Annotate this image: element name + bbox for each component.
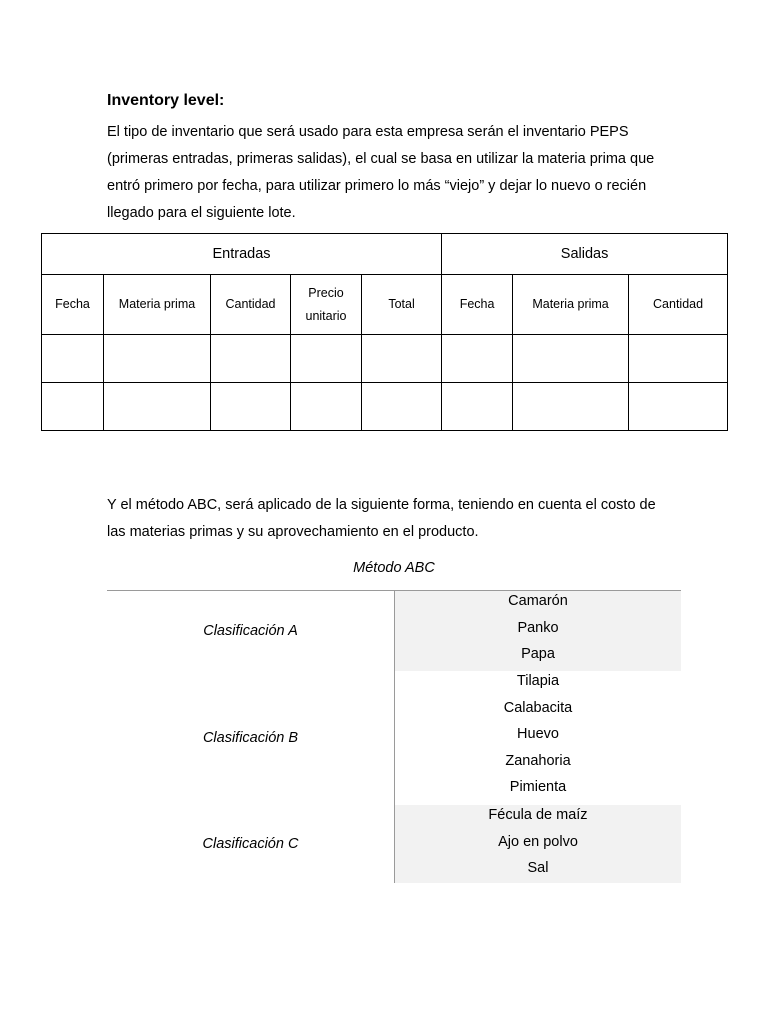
- list-item: Tilapia: [516, 673, 560, 689]
- table-row: [42, 335, 728, 383]
- column-header: Total: [362, 275, 442, 335]
- table-cell: [42, 383, 104, 431]
- column-header: Fecha: [442, 275, 513, 335]
- list-item: Zanahoria: [505, 752, 571, 769]
- table-row: [42, 383, 728, 431]
- item-list: [395, 671, 681, 805]
- table-cell: [42, 335, 104, 383]
- table-cell: [291, 335, 362, 383]
- entradas-header: Entradas: [42, 234, 442, 275]
- abc-caption: Método ABC: [353, 560, 435, 576]
- table-cell: [291, 383, 362, 431]
- column-header: Materia prima: [104, 275, 211, 335]
- table-cell: [362, 335, 442, 383]
- abc-paragraph: Y el método ABC, será aplicado de la siguiente forma, teniendo en cuenta el costo de las materias primas y su aprovechamiento en el producto.: [107, 497, 656, 540]
- classification-label: Clasificación C: [202, 836, 299, 852]
- list-item: Camarón: [508, 593, 568, 609]
- list-item: Huevo: [517, 726, 559, 743]
- table-cell: [104, 383, 211, 431]
- table-cell: [211, 335, 291, 383]
- list-item: Panko: [517, 619, 559, 636]
- abc-column-divider: [394, 591, 395, 883]
- section-heading: Inventory level:: [107, 92, 225, 109]
- column-header: Fecha: [42, 275, 104, 335]
- classification-label: Clasificación A: [203, 623, 298, 639]
- table-cell: [513, 383, 629, 431]
- item-list: [395, 805, 681, 883]
- list-item: Calabacita: [503, 699, 573, 716]
- table-cell: [513, 335, 629, 383]
- table-cell: [104, 335, 211, 383]
- inventory-table: [41, 233, 728, 431]
- list-item: Fécula de maíz: [488, 807, 588, 823]
- list-item: Sal: [527, 860, 549, 877]
- list-item: Pimienta: [509, 779, 567, 796]
- table-cell: [442, 383, 513, 431]
- table-cell: [629, 383, 728, 431]
- table-cell: [362, 383, 442, 431]
- column-header: Cantidad: [211, 275, 291, 335]
- table-cell: [211, 383, 291, 431]
- list-item: Papa: [521, 646, 555, 663]
- column-header: Precio unitario: [291, 275, 362, 335]
- column-header: Materia prima: [513, 275, 629, 335]
- table-cell: [629, 335, 728, 383]
- item-list: [395, 591, 681, 671]
- list-item: Ajo en polvo: [498, 833, 578, 850]
- column-header: Cantidad: [629, 275, 728, 335]
- salidas-header: Salidas: [442, 234, 728, 275]
- table-cell: [442, 335, 513, 383]
- peps-paragraph: El tipo de inventario que será usado para esta empresa serán el inventario PEPS (primeras entradas, primeras salidas), el cual se basa en utilizar la materia prima que entró primero por fecha, para utilizar primero lo más “viejo” y dejar lo nuevo o recién llegado para el siguiente lote.: [107, 124, 655, 221]
- classification-label: Clasificación B: [202, 730, 299, 746]
